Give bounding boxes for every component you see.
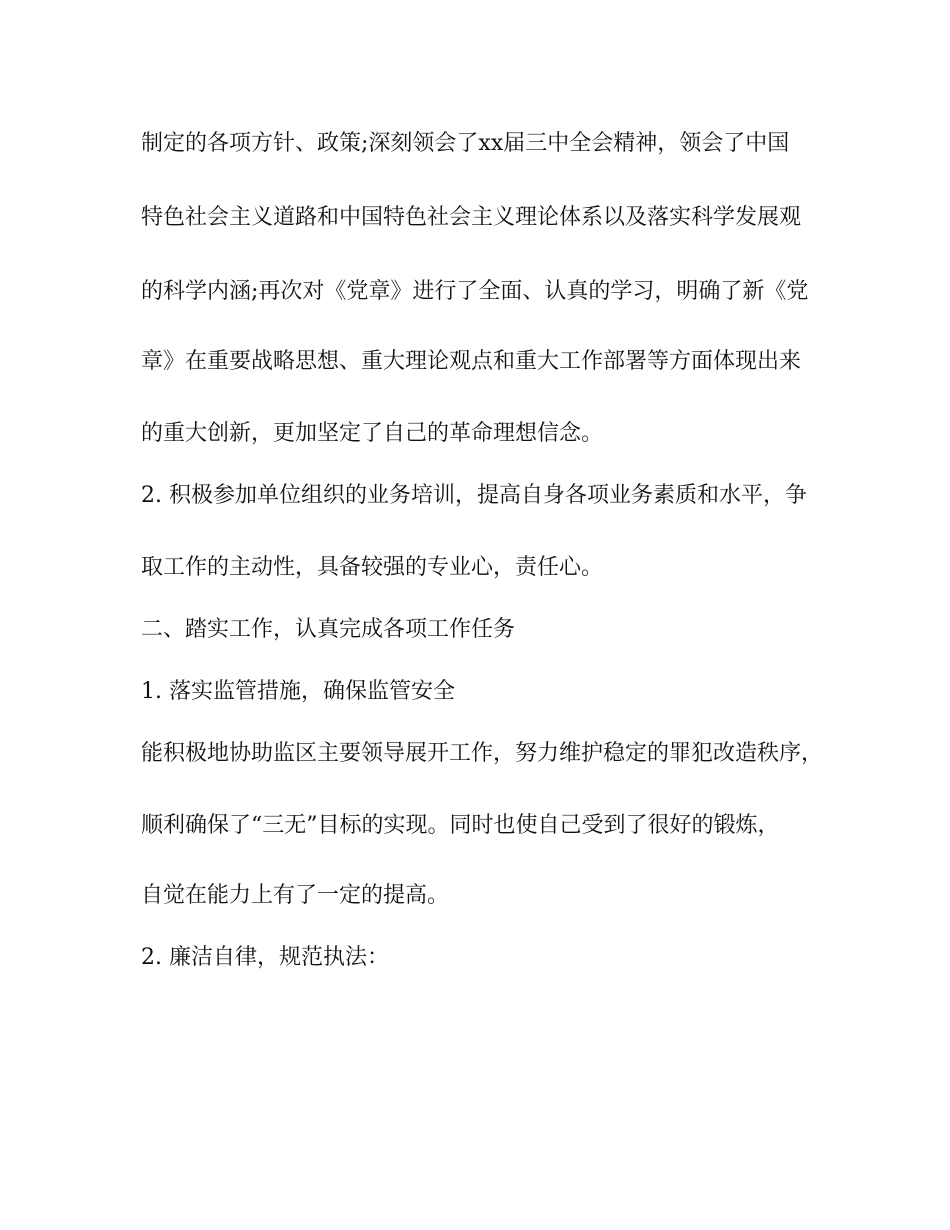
section-heading: 二、踏实工作，认真完成各项工作任务	[141, 617, 516, 642]
paragraph-line: 章》在重要战略思想、重大理论观点和重大工作部署等方面体现出来	[141, 349, 802, 374]
paragraph-line: 制定的各项方针、政策;深刻领会了xx届三中全会精神，领会了中国	[141, 131, 790, 156]
paragraph-line: 取工作的主动性，具备较强的专业心，责任心。	[141, 555, 604, 580]
paragraph-line: 的重大创新，更加坚定了自己的革命理想信念。	[141, 421, 604, 446]
paragraph-line: 自觉在能力上有了一定的提高。	[141, 883, 450, 908]
paragraph-line: 特色社会主义道路和中国特色社会主义理论体系以及落实科学发展观	[141, 205, 802, 230]
list-item-line: 2. 积极参加单位组织的业务培训，提高自身各项业务素质和水平，争	[141, 483, 807, 508]
subsection-heading: 2. 廉洁自律，规范执法：	[141, 945, 389, 970]
subsection-heading: 1. 落实监管措施，确保监管安全	[141, 679, 455, 704]
paragraph-line: 顺利确保了“三无”目标的实现。同时也使自己受到了很好的锻炼，	[141, 813, 780, 838]
paragraph-line: 能积极地协助监区主要领导展开工作，努力维护稳定的罪犯改造秩序，	[141, 741, 824, 766]
paragraph-line: 的科学内涵;再次对《党章》进行了全面、认真的学习，明确了新《党	[141, 279, 809, 304]
